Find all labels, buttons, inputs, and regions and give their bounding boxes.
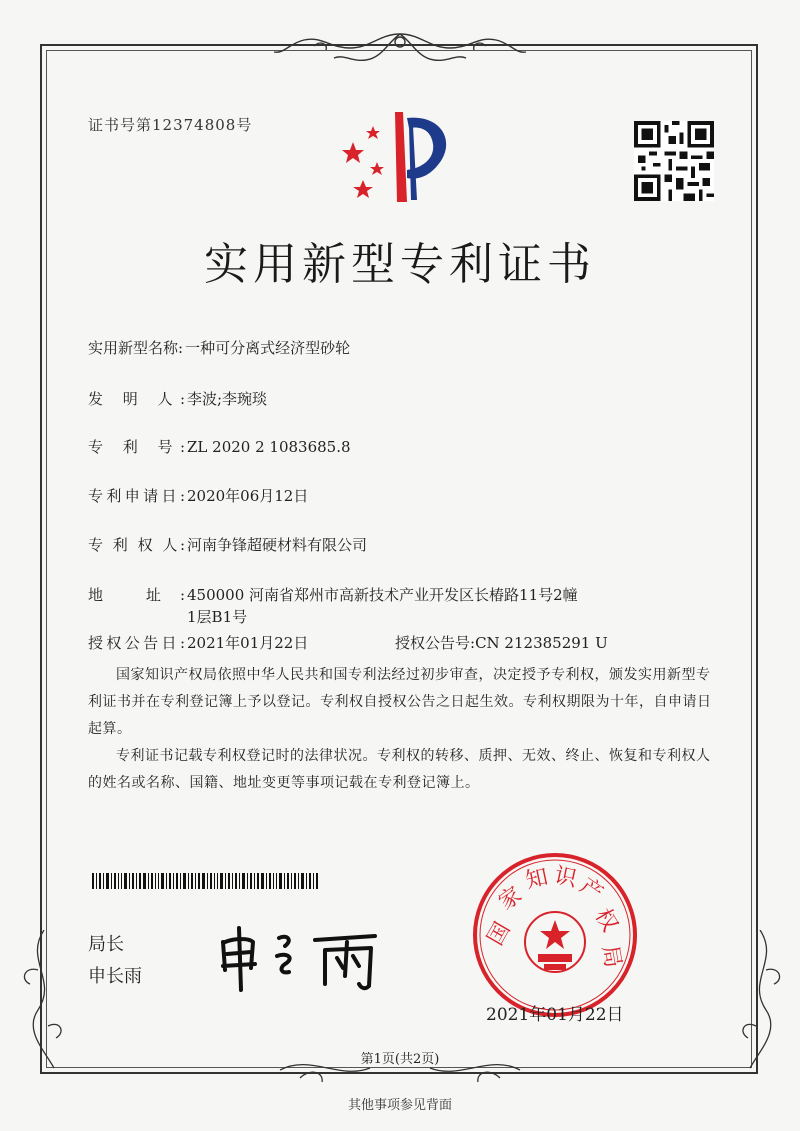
svg-text:知: 知 xyxy=(523,864,551,894)
inventor-value: 李波;李琬琰 xyxy=(187,390,268,408)
grant-number-row xyxy=(395,632,608,653)
patentee-value: 河南争锋超硬材料有限公司 xyxy=(187,536,368,554)
patent-number-value: ZL 2020 2 1083685.8 xyxy=(187,438,351,456)
grant-date-row xyxy=(88,632,308,653)
barcode-icon xyxy=(92,873,320,889)
certificate-title: 实用新型专利证书 xyxy=(204,239,596,290)
utility-model-name-label: 实用新型名称: xyxy=(88,339,184,357)
inventor-label: 发 明 人: xyxy=(88,390,185,408)
director-title: 局长 xyxy=(88,934,124,955)
qr-code-icon xyxy=(634,121,714,201)
grant-date-value: 2021年01月22日 xyxy=(187,634,309,652)
page-number: 第1页(共2页) xyxy=(360,1052,440,1067)
patent-number-row xyxy=(88,436,351,457)
inventor-row xyxy=(88,388,267,409)
utility-model-name-row xyxy=(88,337,350,358)
address-row xyxy=(88,584,578,605)
svg-text:权: 权 xyxy=(589,904,623,937)
filing-date-label: 专利申请日: xyxy=(88,487,185,505)
legal-status-paragraph: 专利证书记载专利权登记时的法律状况。专利权的转移、质押、无效、终止、恢复和专利权人的姓名或名称、国籍、地址变更等事项记载在专利登记簿上。 xyxy=(88,748,711,791)
svg-text:家: 家 xyxy=(494,882,527,916)
utility-model-name-value: 一种可分离式经济型砂轮 xyxy=(185,339,351,357)
grant-statement-paragraph: 国家知识产权局依照中华人民共和国专利法经过初步审查，决定授予专利权，颁发实用新型专利证书并在专利登记簿上予以登记。专利权自授权公告之日起生效。专利权期限为十年，自申请日起算。 xyxy=(88,667,712,737)
address-line-1: 450000 河南省郑州市高新技术产业开发区长椿路11号2幢 xyxy=(187,586,578,604)
patentee-row xyxy=(88,534,367,555)
svg-text:国: 国 xyxy=(483,918,516,950)
svg-text:产: 产 xyxy=(574,873,608,907)
grant-number-label: 授权公告号: xyxy=(395,634,476,652)
filing-date-value: 2020年06月12日 xyxy=(187,487,309,505)
patentee-label: 专 利 权 人: xyxy=(88,536,185,554)
certificate-number: 证书号第12374808号 xyxy=(88,116,253,134)
director-signature-icon xyxy=(215,920,395,995)
address-label: 地 址: xyxy=(88,586,185,604)
grant-number-value: CN 212385291 U xyxy=(475,634,608,652)
official-seal-icon xyxy=(470,850,640,1020)
director-name: 申长雨 xyxy=(88,966,142,987)
filing-date-row xyxy=(88,485,308,506)
patent-number-label: 专 利 号: xyxy=(88,438,185,456)
footer-note: 其他事项参见背面 xyxy=(347,1098,452,1113)
svg-text:局: 局 xyxy=(596,943,626,970)
grant-date-label: 授权公告日: xyxy=(88,634,185,652)
seal-date: 2021年01月22日 xyxy=(486,1005,624,1025)
top-ornament-icon xyxy=(270,28,530,72)
svg-text:识: 识 xyxy=(552,863,579,893)
address-line-2: 1层B1号 xyxy=(187,608,248,626)
cnipa-emblem-icon xyxy=(333,104,463,204)
